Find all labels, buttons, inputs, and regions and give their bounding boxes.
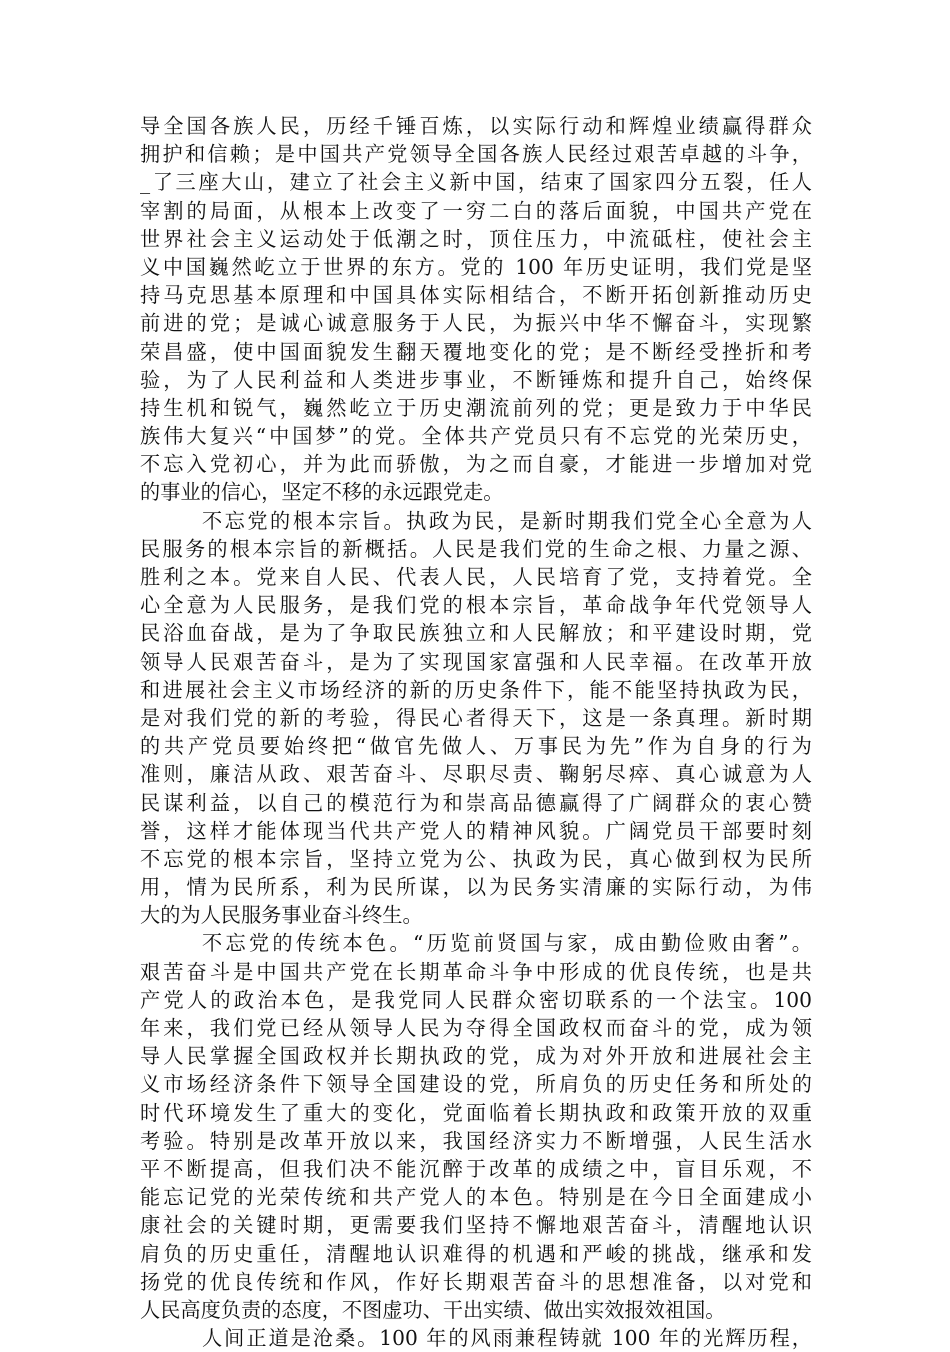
text-line: 验，为了人民利益和人类进步事业，不断锤炼和提升自己，始终保 [140,367,812,392]
text-line: 领导人民艰苦奋斗，是为了实现国家富强和人民幸福。在改革开放 [140,649,812,674]
paragraph-first-line: 不忘党的传统本色。“历览前贤国与家，成由勤俭败由奢”。 [202,931,812,956]
text-line: 心全意为人民服务，是我们党的根本宗旨，革命战争年代党领导人 [140,593,812,618]
text-line: 是对我们党的新的考验，得民心者得天下，这是一条真理。新时期 [140,705,812,730]
text-line: 准则，廉洁从政、艰苦奋斗、尽职尽责、鞠躬尽瘁、真心诚意为人 [140,762,812,787]
text-line: _了三座大山，建立了社会主义新中国，结束了国家四分五裂，任人 [140,170,812,195]
text-line: 肩负的历史重任，清醒地认识难得的机遇和严峻的挑战，继承和发 [140,1241,812,1266]
text-line: 年来，我们党已经从领导人民为夺得全国政权而奋斗的党，成为领 [140,1016,812,1040]
text-line: 时代环境发生了重大的变化，党面临着长期执政和政策开放的双重 [140,1100,812,1125]
text-line: 平不断提高，但我们决不能沉醉于改革的成绩之中，盲目乐观，不 [140,1156,812,1181]
text-line: 导人民掌握全国政权并长期执政的党，成为对外开放和进展社会主 [140,1044,812,1069]
text-line: 产党人的政治本色，是我党同人民群众密切联系的一个法宝。100 [140,987,812,1012]
text-line: 义中国巍然屹立于世界的东方。党的 100 年历史证明，我们党是坚 [140,254,812,279]
text-line: 康社会的关键时期，更需要我们坚持不懈地艰苦奋斗，清醒地认识 [140,1213,812,1238]
text-line: 拥护和信赖；是中国共产党领导全国各族人民经过艰苦卓越的斗争， [140,142,812,167]
text-line: 宰割的局面，从根本上改变了一穷二白的落后面貌，中国共产党在 [140,198,812,223]
text-line: 导全国各族人民，历经千锤百炼，以实际行动和辉煌业绩赢得群众 [140,114,812,138]
paragraph-first-line: 人间正道是沧桑。100 年的风雨兼程铸就 100 年的光辉历程， [202,1326,812,1351]
text-line: 义市场经济条件下领导全国建设的党，所肩负的历史任务和所处的 [140,1072,812,1097]
text-line: 用，情为民所系，利为民所谋，以为民务实清廉的实际行动，为伟 [140,875,812,900]
text-line: 人民高度负责的态度，不图虚功、干出实绩、做出实效报效祖国。 [140,1297,726,1322]
text-line: 大的为人民服务事业奋斗终生。 [140,903,423,928]
body-text [140,112,812,1352]
text-line: 不忘入党初心，并为此而骄傲，为之而自豪，才能进一步增加对党 [140,452,812,477]
text-line: 和进展社会主义市场经济的新的历史条件下，能不能坚持执政为民， [140,677,812,702]
text-line: 扬党的优良传统和作风，作好长期艰苦奋斗的思想准备，以对党和 [140,1269,812,1294]
text-line: 持马克思基本原理和中国具体实际相结合，不断开拓创新推动历史 [140,283,812,308]
text-line: 不忘党的根本宗旨，坚持立党为公、执政为民，真心做到权为民所 [140,846,812,871]
text-line: 民谋利益，以自己的模范行为和崇高品德赢得了广阔群众的衷心赞 [140,790,812,815]
text-line: 民服务的根本宗旨的新概括。人民是我们党的生命之根、力量之源、 [140,536,812,561]
text-line: 前进的党；是诚心诚意服务于人民，为振兴中华不懈奋斗，实现繁 [140,311,812,336]
paragraph-first-line: 不忘党的根本宗旨。执政为民，是新时期我们党全心全意为人 [202,508,812,533]
text-line: 艰苦奋斗是中国共产党在长期革命斗争中形成的优良传统，也是共 [140,959,812,984]
text-line: 能忘记党的光荣传统和共产党人的本色。特别是在今日全面建成小 [140,1185,812,1210]
text-line: 考验。特别是改革开放以来，我国经济实力不断增强，人民生活水 [140,1128,812,1153]
text-line: 世界社会主义运动处于低潮之时，顶住压力，中流砥柱，使社会主 [140,226,812,251]
text-line: 荣昌盛，使中国面貌发生翻天覆地变化的党；是不断经受挫折和考 [140,339,812,364]
text-line: 持生机和锐气，巍然屹立于历史潮流前列的党；更是致力于中华民 [140,395,812,420]
text-line: 的事业的信心，坚定不移的永远跟党走。 [140,480,504,505]
text-line: 族伟大复兴“中国梦”的党。全体共产党员只有不忘党的光荣历史， [140,424,812,449]
text-line: 誉，这样才能体现当代共产党人的精神风貌。广阔党员干部要时刻 [140,818,812,843]
text-line: 的共产党员要始终把“做官先做人、万事民为先”作为自身的行为 [140,734,812,759]
text-line: 民浴血奋战，是为了争取民族独立和人民解放；和平建设时期，党 [140,621,812,646]
text-line: 胜利之本。党来自人民、代表人民，人民培育了党，支持着党。全 [140,565,812,589]
